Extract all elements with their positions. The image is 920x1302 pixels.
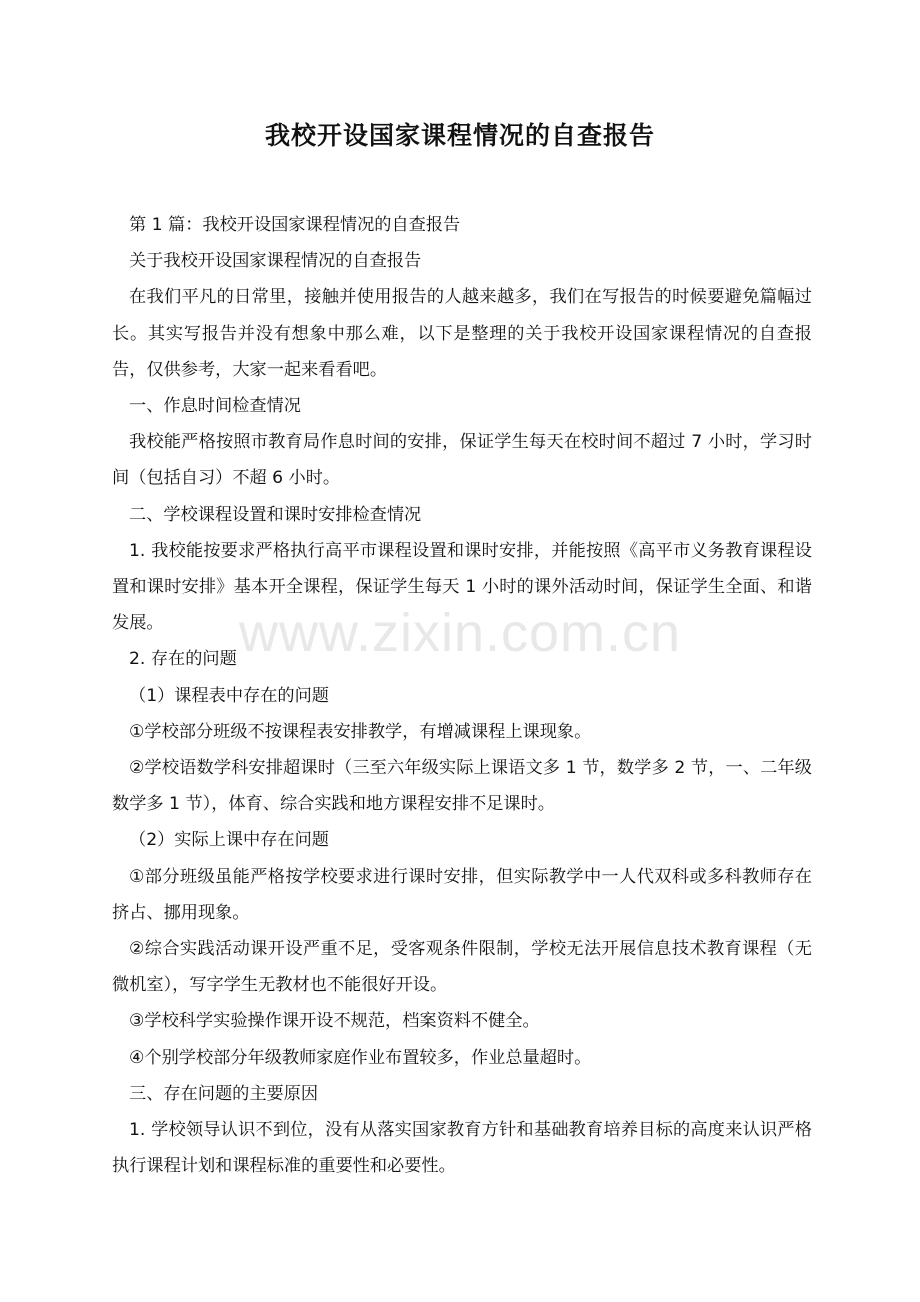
subheading-timetable: （1）课程表中存在的问题 [129, 685, 329, 706]
document-title: 我校开设国家课程情况的自查报告 [264, 121, 655, 150]
paragraph-11: ②学校语数学科安排超课时（三至六年级实际上课语文多 1 节，数学多 2 节，一、二年级数学多 1 节），体育、综合实践和地方课程安排不足课时。 [112, 758, 812, 815]
paragraph-2: 关于我校开设国家课程情况的自查报告 [129, 251, 422, 272]
paragraph-1: 第 1 篇：我校开设国家课程情况的自查报告 [129, 215, 461, 235]
paragraph-13: ①部分班级虽能严格按学校要求进行课时安排，但实际教学中一人代双科或多科教师存在挤占、挪用现象。 [112, 866, 812, 923]
paragraph-5: 我校能严格按照市教育局作息时间的安排，保证学生每天在校时间不超过 7 小时，学习时间（包括自习）不超 6 小时。 [112, 432, 812, 489]
section-heading-1: 一、作息时间检查情况 [129, 396, 301, 417]
document-body [112, 207, 812, 1184]
watermark: www.zixin.com.cn [238, 603, 682, 663]
section-heading-3: 三、存在问题的主要原因 [129, 1083, 319, 1104]
paragraph-16: ④个别学校部分年级教师家庭作业布置较多，作业总量超时。 [129, 1047, 592, 1068]
paragraph-15: ③学校科学实验操作课开设不规范，档案资料不健全。 [129, 1011, 540, 1032]
section-heading-2: 二、学校课程设置和课时安排检查情况 [129, 504, 422, 525]
paragraph-18: 1. 学校领导认识不到位，没有从落实国家教育方针和基础教育培养目标的高度来认识严格执行课程计划和课程标准的重要性和必要性。 [112, 1120, 812, 1177]
paragraph-10: ①学校部分班级不按课程表安排教学，有增减课程上课现象。 [129, 721, 592, 742]
paragraph-3: 在我们平凡的日常里，接触并使用报告的人越来越多，我们在写报告的时候要避免篇幅过长。其实写报告并没有想象中那么难，以下是整理的关于我校开设国家课程情况的自查报告，仅供参考，大家一起来看看吧。 [112, 287, 812, 380]
paragraph-7: 1. 我校能按要求严格执行高平市课程设置和课时安排，并能按照《高平市义务教育课程设置和课时安排》基本开全课程，保证学生每天 1 小时的课外活动时间，保证学生全面、和谐发展。 [112, 540, 812, 634]
subheading-classes: （2）实际上课中存在问题 [129, 830, 329, 851]
subheading-problems: 2. 存在的问题 [129, 649, 237, 670]
paragraph-14: ②综合实践活动课开设严重不足，受客观条件限制，学校无法开展信息技术教育课程（无微机室），写字学生无教材也不能很好开设。 [112, 939, 812, 996]
